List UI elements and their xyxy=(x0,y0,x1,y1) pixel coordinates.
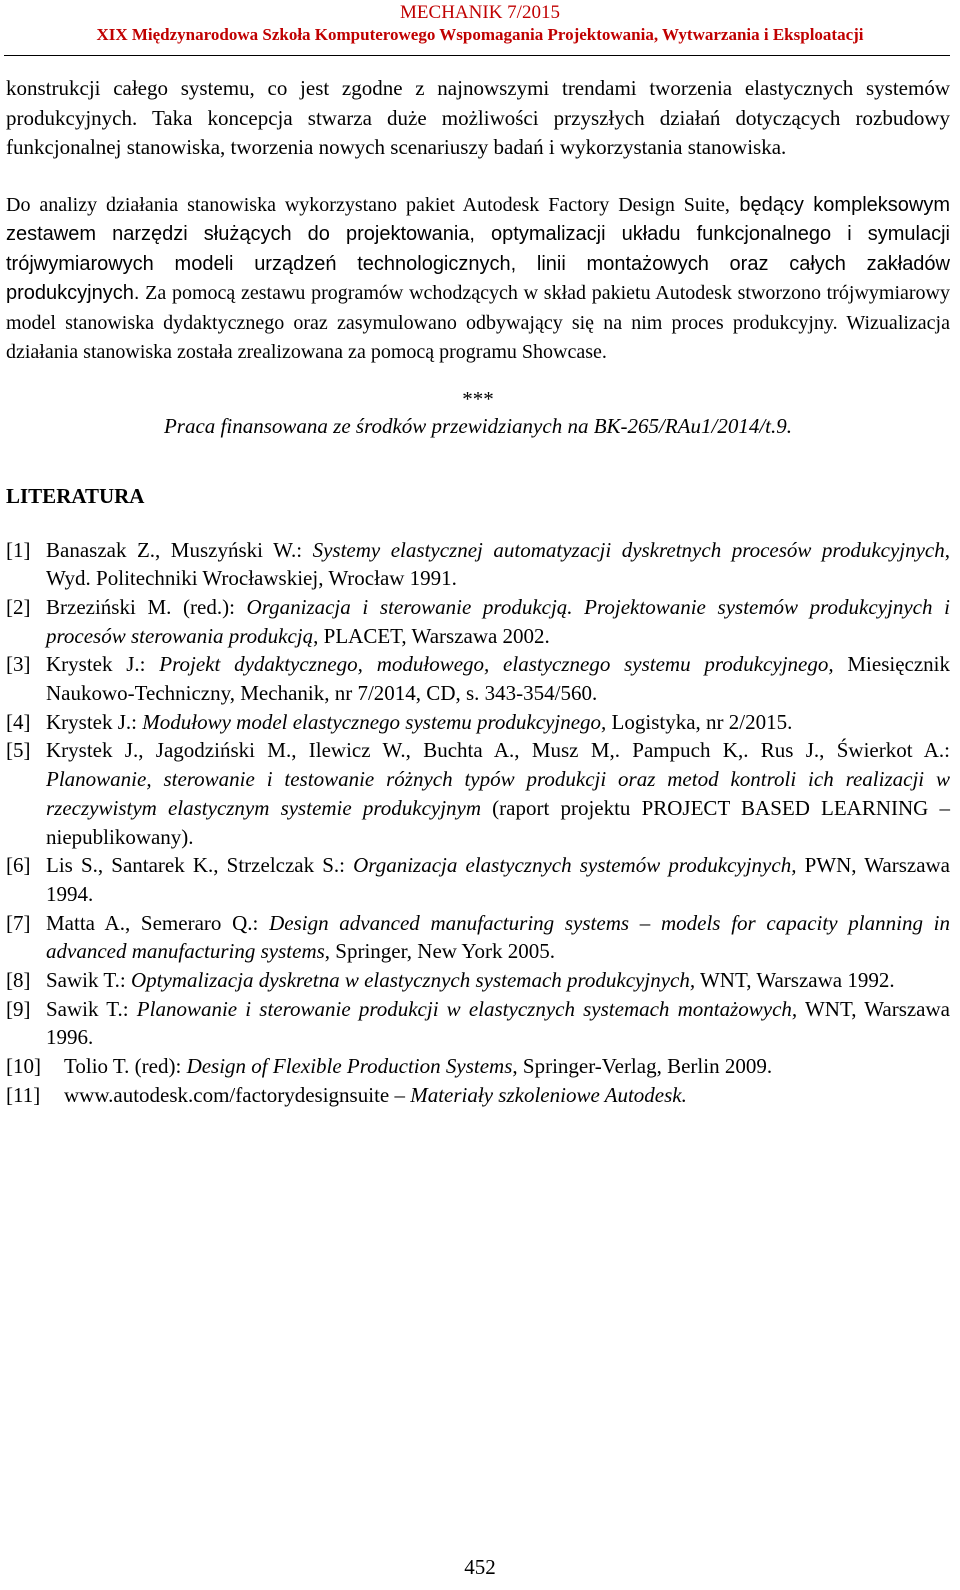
reference-title: Projekt dydaktycznego, modułowego, elastycznego systemu produkcyjnego, xyxy=(159,652,834,677)
paragraph-1: konstrukcji całego systemu, co jest zgodne z najnowszymi trendami tworzenia elastycznych systemów produkcyjnych. Taka koncepcja stwarza duże możliwości przyszłych działań dotyczących rozbudowy funkcjonalnej stanowiska, tworzenia nowych scenariuszy badań i wykorzystania stanowiska. xyxy=(6,76,950,159)
reference-item xyxy=(6,708,950,737)
reference-text xyxy=(46,708,950,737)
reference-number: [10] xyxy=(6,1054,41,1079)
reference-title: Planowanie i sterowanie produkcji w elastycznych systemach montażowych, xyxy=(136,996,798,1021)
reference-authors: Lis S., Santarek K., Strzelczak S.: xyxy=(46,853,354,878)
reference-publisher: Logistyka, nr 2/2015. xyxy=(606,709,793,734)
reference-text xyxy=(64,1052,950,1081)
reference-title: Planowanie, sterowanie i testowanie różnych typów produkcji oraz metod kontroli ich realizacji w rzeczywistym elastycznym systemie produkcyjnym xyxy=(46,767,950,820)
reference-text xyxy=(46,536,950,593)
paragraph-2-tail: Za pomocą zestawu programów wchodzących w skład pakietu Autodesk stworzono trójwymiarowy model stanowiska dydaktycznego oraz zasymulowano odbywający się na nim proces produkcyjny. Wizualizacja działania stanowiska została zrealizowana za pomocą programu Showcase. xyxy=(6,282,950,363)
reference-title: Organizacja elastycznych systemów produkcyjnych, xyxy=(353,853,797,878)
reference-authors: Krystek J.: xyxy=(46,709,143,734)
reference-number: [9] xyxy=(6,996,31,1021)
reference-title: Organizacja i sterowanie produkcją. Projektowanie systemów produkcyjnych i procesów sterowania produkcją xyxy=(46,594,950,648)
reference-authors: Tolio T. (red): xyxy=(64,1054,187,1079)
reference-number: [11] xyxy=(6,1082,41,1107)
reference-text xyxy=(64,1081,950,1110)
reference-authors: Sawik T.: xyxy=(46,996,137,1021)
literature-heading: LITERATURA xyxy=(6,483,145,508)
reference-text xyxy=(46,593,950,650)
reference-publisher: , Springer, New York 2005. xyxy=(324,939,555,964)
reference-title: Design of Flexible Production Systems xyxy=(186,1054,513,1079)
reference-number: [8] xyxy=(6,968,31,993)
page-number: 452 xyxy=(464,1555,496,1579)
reference-number: [2] xyxy=(6,594,31,619)
reference-title: Optymalizacja dyskretna w elastycznych systemach produkcyjnych, xyxy=(130,968,696,993)
reference-item xyxy=(6,909,950,966)
reference-publisher: PWN, Warszawa 1994. xyxy=(46,853,951,906)
reference-number: [3] xyxy=(6,652,31,677)
reference-url[interactable]: www.autodesk.com/factorydesignsuite – xyxy=(64,1082,411,1107)
reference-authors: Krystek J., Jagodziński M., Ilewicz W., Buchta A., Musz M,. Pampuch K,. Rus J., Świerkot A.: xyxy=(46,738,950,763)
reference-list xyxy=(6,536,950,1110)
reference-number: [4] xyxy=(6,709,31,734)
header-divider xyxy=(4,55,950,56)
paragraph-2 xyxy=(6,191,950,368)
reference-publisher: , Springer-Verlag, Berlin 2009. xyxy=(512,1054,773,1079)
reference-title: Systemy elastycznej automatyzacji dyskretnych procesów produkcyjnych xyxy=(312,537,945,562)
reference-publisher: Miesięcznik Naukowo-Techniczny, Mechanik, nr 7/2014, CD, s. 343-354/560. xyxy=(46,652,951,706)
reference-item xyxy=(6,593,950,650)
conference-name: XIX Międzynarodowa Szkoła Komputerowego Wspomagania Projektowania, Wytwarzania i Eksploatacji xyxy=(96,25,864,44)
reference-publisher: , Wyd. Politechniki Wrocławskiej, Wrocław 1991. xyxy=(46,537,951,591)
reference-number: [5] xyxy=(6,738,31,763)
reference-publisher: WNT, Warszawa 1992. xyxy=(695,968,895,993)
reference-title: Design advanced manufacturing systems – models for capacity planning in advanced manufacturing systems xyxy=(46,910,950,964)
reference-text xyxy=(46,650,950,707)
reference-item xyxy=(6,851,950,908)
reference-text xyxy=(46,995,950,1052)
reference-item xyxy=(6,966,950,995)
reference-publisher: , PLACET, Warszawa 2002. xyxy=(313,623,550,648)
section-separator: *** xyxy=(462,386,494,411)
reference-number: [1] xyxy=(6,537,31,562)
reference-item xyxy=(6,736,950,851)
reference-number: [7] xyxy=(6,910,31,935)
reference-item xyxy=(6,995,950,1052)
main-content xyxy=(6,74,950,1110)
reference-publisher: WNT, Warszawa 1996. xyxy=(46,996,950,1050)
reference-item xyxy=(6,1081,950,1110)
reference-number: [6] xyxy=(6,853,31,878)
paragraph-2-lead: Do analizy działania stanowiska wykorzystano pakiet Autodesk Factory Design Suite, xyxy=(6,193,730,216)
reference-item xyxy=(6,650,950,707)
journal-issue: MECHANIK 7/2015 xyxy=(400,2,560,23)
reference-authors: Sawik T.: xyxy=(46,968,131,993)
reference-authors: Brzeziński M. (red.): xyxy=(46,594,247,619)
reference-title: Materiały szkoleniowe Autodesk. xyxy=(410,1082,687,1107)
reference-item xyxy=(6,1052,950,1081)
reference-text xyxy=(46,909,950,966)
page-header xyxy=(0,0,960,46)
reference-authors: Banaszak Z., Muszyński W.: xyxy=(46,537,313,562)
reference-authors: Krystek J.: xyxy=(46,652,160,677)
reference-text xyxy=(46,851,950,908)
paragraph-2-body: będący kompleksowym zestawem narzędzi służących do projektowania, optymalizacji układu funkcjonalnego i symulacji trójwymiarowych modeli urządzeń technologicznych, linii montażowych oraz całych zakładów produkcyjnych. xyxy=(6,193,950,304)
reference-authors: Matta A., Semeraro Q.: xyxy=(46,910,270,935)
reference-text xyxy=(46,966,950,995)
reference-publisher: (raport projektu PROJECT BASED LEARNING – niepublikowany). xyxy=(46,795,950,849)
funding-note: Praca finansowana ze środków przewidzianych na BK-265/RAu1/2014/t.9. xyxy=(163,413,793,438)
reference-title: Modułowy model elastycznego systemu produkcyjnego, xyxy=(142,709,607,734)
reference-text xyxy=(46,736,950,851)
reference-item xyxy=(6,536,950,593)
